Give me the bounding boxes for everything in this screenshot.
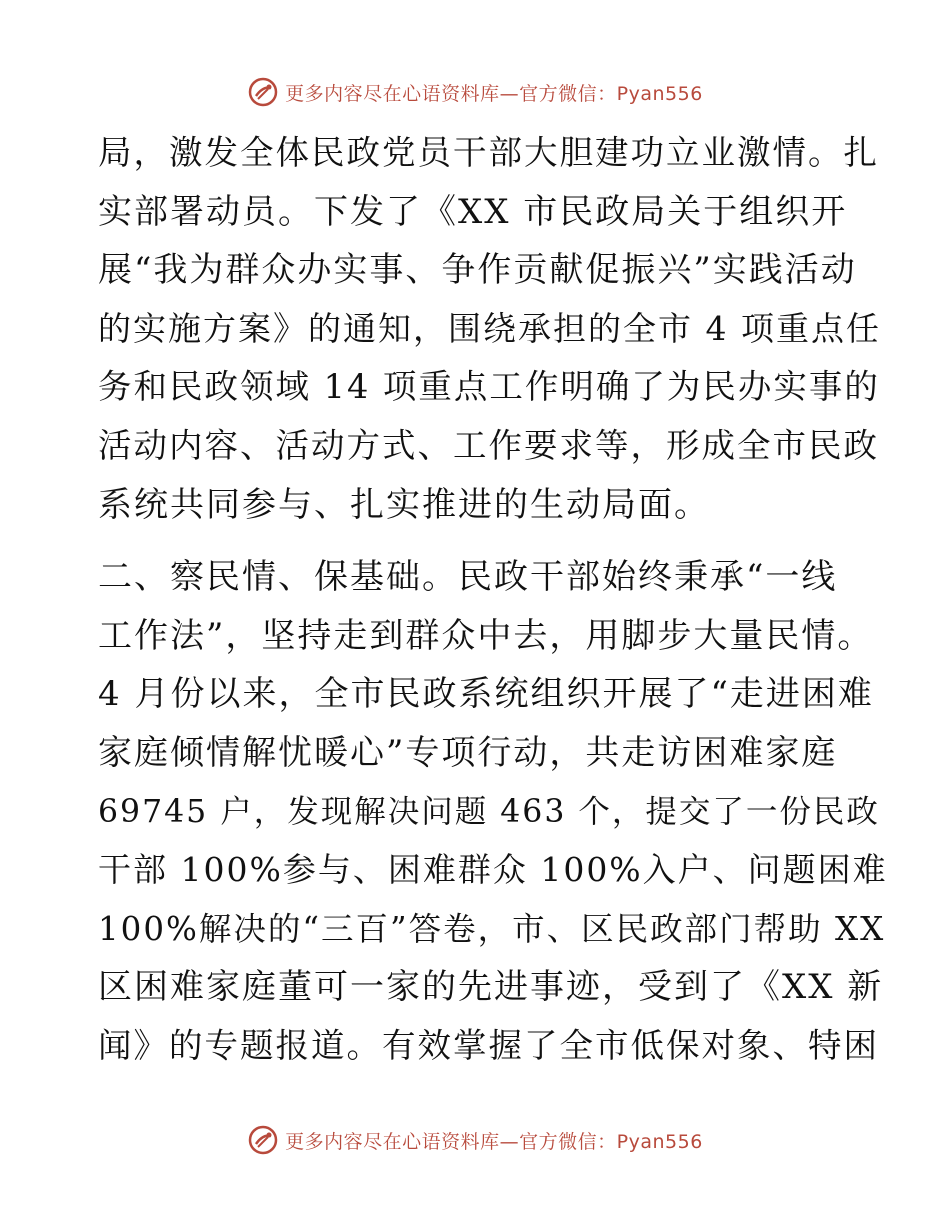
text-line: 务和民政领域 14 项重点工作明确了为民办实事的 bbox=[98, 367, 880, 407]
text-line: 局，激发全体民政党员干部大胆建功立业激情。扎 bbox=[98, 133, 879, 172]
text-line: 干部 100%参与、困难群众 100%入户、问题困难 bbox=[98, 850, 888, 890]
text-line: 4 月份以来，全市民政系统组织开展了“走进困难 bbox=[98, 674, 874, 715]
text-line: 展“我为群众办实事、争作贡献促振兴”实践活动 bbox=[98, 250, 857, 291]
header-watermark bbox=[0, 72, 950, 112]
book-logo-icon bbox=[247, 1124, 279, 1156]
watermark-text: 更多内容尽在心语资料库—官方微信：Pyan556 bbox=[285, 1130, 703, 1153]
paragraph-2 bbox=[98, 548, 888, 1075]
text-line: 的实施方案》的通知，围绕承担的全市 4 项重点任 bbox=[98, 308, 881, 348]
footer-watermark bbox=[0, 1120, 950, 1160]
text-line: 二、察民情、保基础。民政干部始终秉承“一线 bbox=[98, 557, 838, 598]
text-line: 闻》的专题报道。有效掌握了全市低保对象、特困 bbox=[98, 1025, 879, 1065]
document-body bbox=[98, 124, 888, 1076]
book-logo-icon bbox=[247, 76, 279, 108]
paragraph-1 bbox=[98, 124, 881, 534]
text-line: 工作法”，坚持走到群众中去，用脚步大量民情。 bbox=[98, 615, 874, 656]
text-line: 实部署动员。下发了《XX 市民政局关于组织开 bbox=[98, 191, 848, 232]
text-line: 区困难家庭董可一家的先进事迹，受到了《XX 新 bbox=[98, 967, 884, 1008]
text-line: 系统共同参与、扎实推进的生动局面。 bbox=[98, 484, 710, 525]
text-line: 活动内容、活动方式、工作要求等，形成全市民政 bbox=[98, 425, 879, 465]
text-line: 69745 户，发现解决问题 463 个，提交了一份民政 bbox=[98, 793, 880, 830]
text-line: 100%解决的“三百”答卷，市、区民政部门帮助 XX bbox=[98, 909, 886, 948]
watermark-text: 更多内容尽在心语资料库—官方微信：Pyan556 bbox=[285, 82, 703, 105]
text-line: 家庭倾情解忧暖心”专项行动，共走访困难家庭 bbox=[98, 732, 838, 773]
